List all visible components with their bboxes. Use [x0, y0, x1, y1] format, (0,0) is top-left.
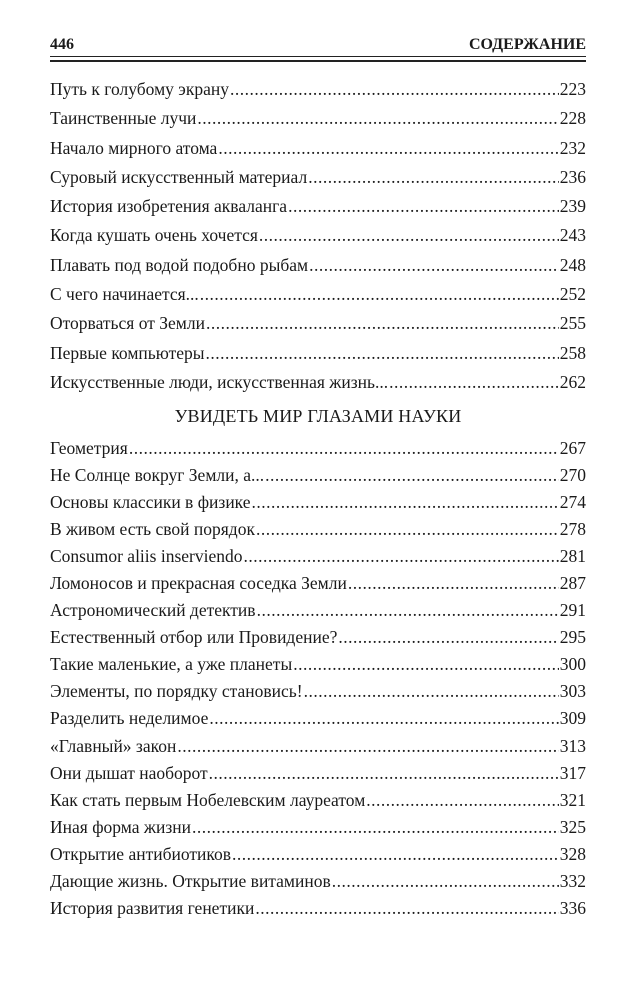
entry-title: Начало мирного атома — [50, 137, 218, 158]
toc-entry — [50, 817, 586, 844]
entry-page: 281 — [559, 546, 586, 567]
entry-page: 262 — [559, 371, 586, 392]
toc-entry — [50, 790, 586, 817]
dot-leader — [232, 844, 559, 865]
toc-entry — [50, 546, 586, 573]
toc-entry — [50, 138, 586, 167]
dot-leader — [308, 167, 559, 188]
entry-title: Естественный отбор или Провидение? — [50, 627, 338, 648]
entry-page: 232 — [559, 137, 586, 158]
dot-leader — [259, 225, 559, 246]
toc-entry — [50, 196, 586, 225]
dot-leader — [293, 654, 559, 675]
dot-leader — [265, 465, 559, 486]
entry-title: Таинственные лучи — [50, 108, 197, 129]
entry-title: Они дышат наоборот — [50, 762, 208, 783]
toc-entry — [50, 79, 586, 108]
dot-leader — [288, 196, 559, 217]
entry-page: 255 — [559, 313, 586, 334]
entry-title: Такие маленькие, а уже планеты — [50, 654, 293, 675]
toc-entry — [50, 898, 586, 925]
toc-group-1 — [50, 79, 586, 401]
entry-page: 248 — [559, 254, 586, 275]
dot-leader — [366, 790, 558, 811]
dot-leader — [218, 138, 558, 159]
toc-entry — [50, 681, 586, 708]
entry-title: Суровый искусственный материал — [50, 166, 308, 187]
entry-title: «Главный» закон — [50, 735, 177, 756]
page-header — [50, 30, 586, 54]
toc-group-2 — [50, 438, 586, 925]
entry-page: 309 — [559, 708, 586, 729]
toc-entry — [50, 519, 586, 546]
dot-leader — [304, 681, 559, 702]
toc-entry — [50, 844, 586, 871]
toc-entry — [50, 763, 586, 790]
toc-entry — [50, 492, 586, 519]
entry-title: Иная форма жизни — [50, 816, 191, 837]
dot-leader — [257, 600, 559, 621]
dot-leader — [332, 871, 559, 892]
entry-page: 325 — [559, 816, 586, 837]
dot-leader — [206, 313, 559, 334]
entry-title: Основы классики в физике — [50, 492, 251, 513]
entry-title: Разделить неделимое — [50, 708, 209, 729]
entry-title: С чего начинается... — [50, 284, 199, 305]
entry-page: 267 — [559, 438, 586, 458]
entry-title: История изобретения акваланга — [50, 196, 288, 217]
dot-leader — [209, 763, 559, 784]
running-title: СОДЕРЖАНИЕ — [468, 36, 586, 53]
entry-title: Открытие антибиотиков — [50, 843, 232, 864]
entry-page: 243 — [559, 225, 586, 246]
dot-leader — [230, 79, 559, 100]
entry-title: Первые компьютеры — [50, 342, 205, 363]
entry-page: 236 — [559, 166, 586, 187]
entry-title: В живом есть свой порядок — [50, 519, 255, 540]
entry-title: История развития генетики — [50, 897, 255, 918]
entry-page: 328 — [559, 843, 586, 864]
entry-page: 252 — [559, 284, 586, 305]
entry-page: 313 — [559, 735, 586, 756]
entry-title: Ломоносов и прекрасная соседка Земли — [50, 573, 347, 594]
dot-leader — [243, 546, 558, 567]
entry-title: Путь к голубому экрану — [50, 79, 229, 99]
entry-page: 300 — [559, 654, 586, 675]
dot-leader — [192, 817, 559, 838]
toc-entry — [50, 167, 586, 196]
toc-entry — [50, 438, 586, 465]
toc-entry — [50, 600, 586, 627]
entry-page: 270 — [559, 465, 586, 486]
entry-title: Когда кушать очень хочется — [50, 225, 258, 246]
entry-title: Искусственные люди, искусственная жизнь... — [50, 371, 389, 392]
toc-entry — [50, 108, 586, 137]
entry-page: 332 — [559, 870, 586, 891]
dot-leader — [255, 898, 558, 919]
toc-entry — [50, 871, 586, 898]
entry-title: Дающие жизнь. Открытие витаминов — [50, 870, 331, 891]
toc-entry — [50, 284, 586, 313]
toc-entry — [50, 736, 586, 763]
dot-leader — [177, 736, 558, 757]
entry-title: Как стать первым Нобелевским лауреатом — [50, 789, 366, 810]
dot-leader — [252, 492, 559, 513]
entry-title: Элементы, по порядку становись! — [50, 681, 303, 702]
dot-leader — [209, 708, 558, 729]
dot-leader — [206, 343, 559, 364]
toc-entry — [50, 343, 586, 372]
toc-entry — [50, 225, 586, 254]
entry-page: 278 — [559, 519, 586, 540]
entry-page: 321 — [559, 789, 586, 810]
dot-leader — [338, 627, 558, 648]
entry-page: 317 — [559, 762, 586, 783]
dot-leader — [200, 284, 559, 305]
dot-leader — [309, 255, 559, 276]
dot-leader — [256, 519, 559, 540]
entry-page: 228 — [559, 108, 586, 129]
entry-title: Астрономический детектив — [50, 600, 256, 621]
toc-entry — [50, 573, 586, 600]
dot-leader — [389, 372, 559, 393]
toc-entry — [50, 708, 586, 735]
entry-page: 258 — [559, 342, 586, 363]
toc-entry — [50, 627, 586, 654]
header-rule — [50, 56, 586, 57]
entry-title: Оторваться от Земли — [50, 313, 205, 334]
toc-entry — [50, 465, 586, 492]
dot-leader — [348, 573, 559, 594]
entry-title: Не Солнце вокруг Земли, а... — [50, 465, 265, 486]
entry-page: 274 — [559, 492, 586, 513]
entry-page: 303 — [559, 681, 586, 702]
toc-entry — [50, 654, 586, 681]
toc-entry — [50, 372, 586, 401]
entry-title: Плавать под водой подобно рыбам — [50, 254, 309, 275]
toc-entry — [50, 255, 586, 284]
entry-page: 223 — [559, 79, 586, 99]
page-number: 446 — [50, 36, 74, 53]
entry-title: Consumor aliis inserviendo — [50, 546, 243, 567]
entry-page: 291 — [559, 600, 586, 621]
header-rule-thick — [50, 60, 586, 62]
entry-page: 336 — [559, 897, 586, 918]
dot-leader — [129, 438, 559, 459]
entry-page: 295 — [559, 627, 586, 648]
entry-page: 287 — [559, 573, 586, 594]
entry-page: 239 — [559, 196, 586, 217]
entry-title: Геометрия — [50, 438, 128, 458]
section-heading: УВИДЕТЬ МИР ГЛАЗАМИ НАУКИ — [174, 406, 462, 426]
toc-entry — [50, 313, 586, 342]
dot-leader — [197, 108, 558, 129]
